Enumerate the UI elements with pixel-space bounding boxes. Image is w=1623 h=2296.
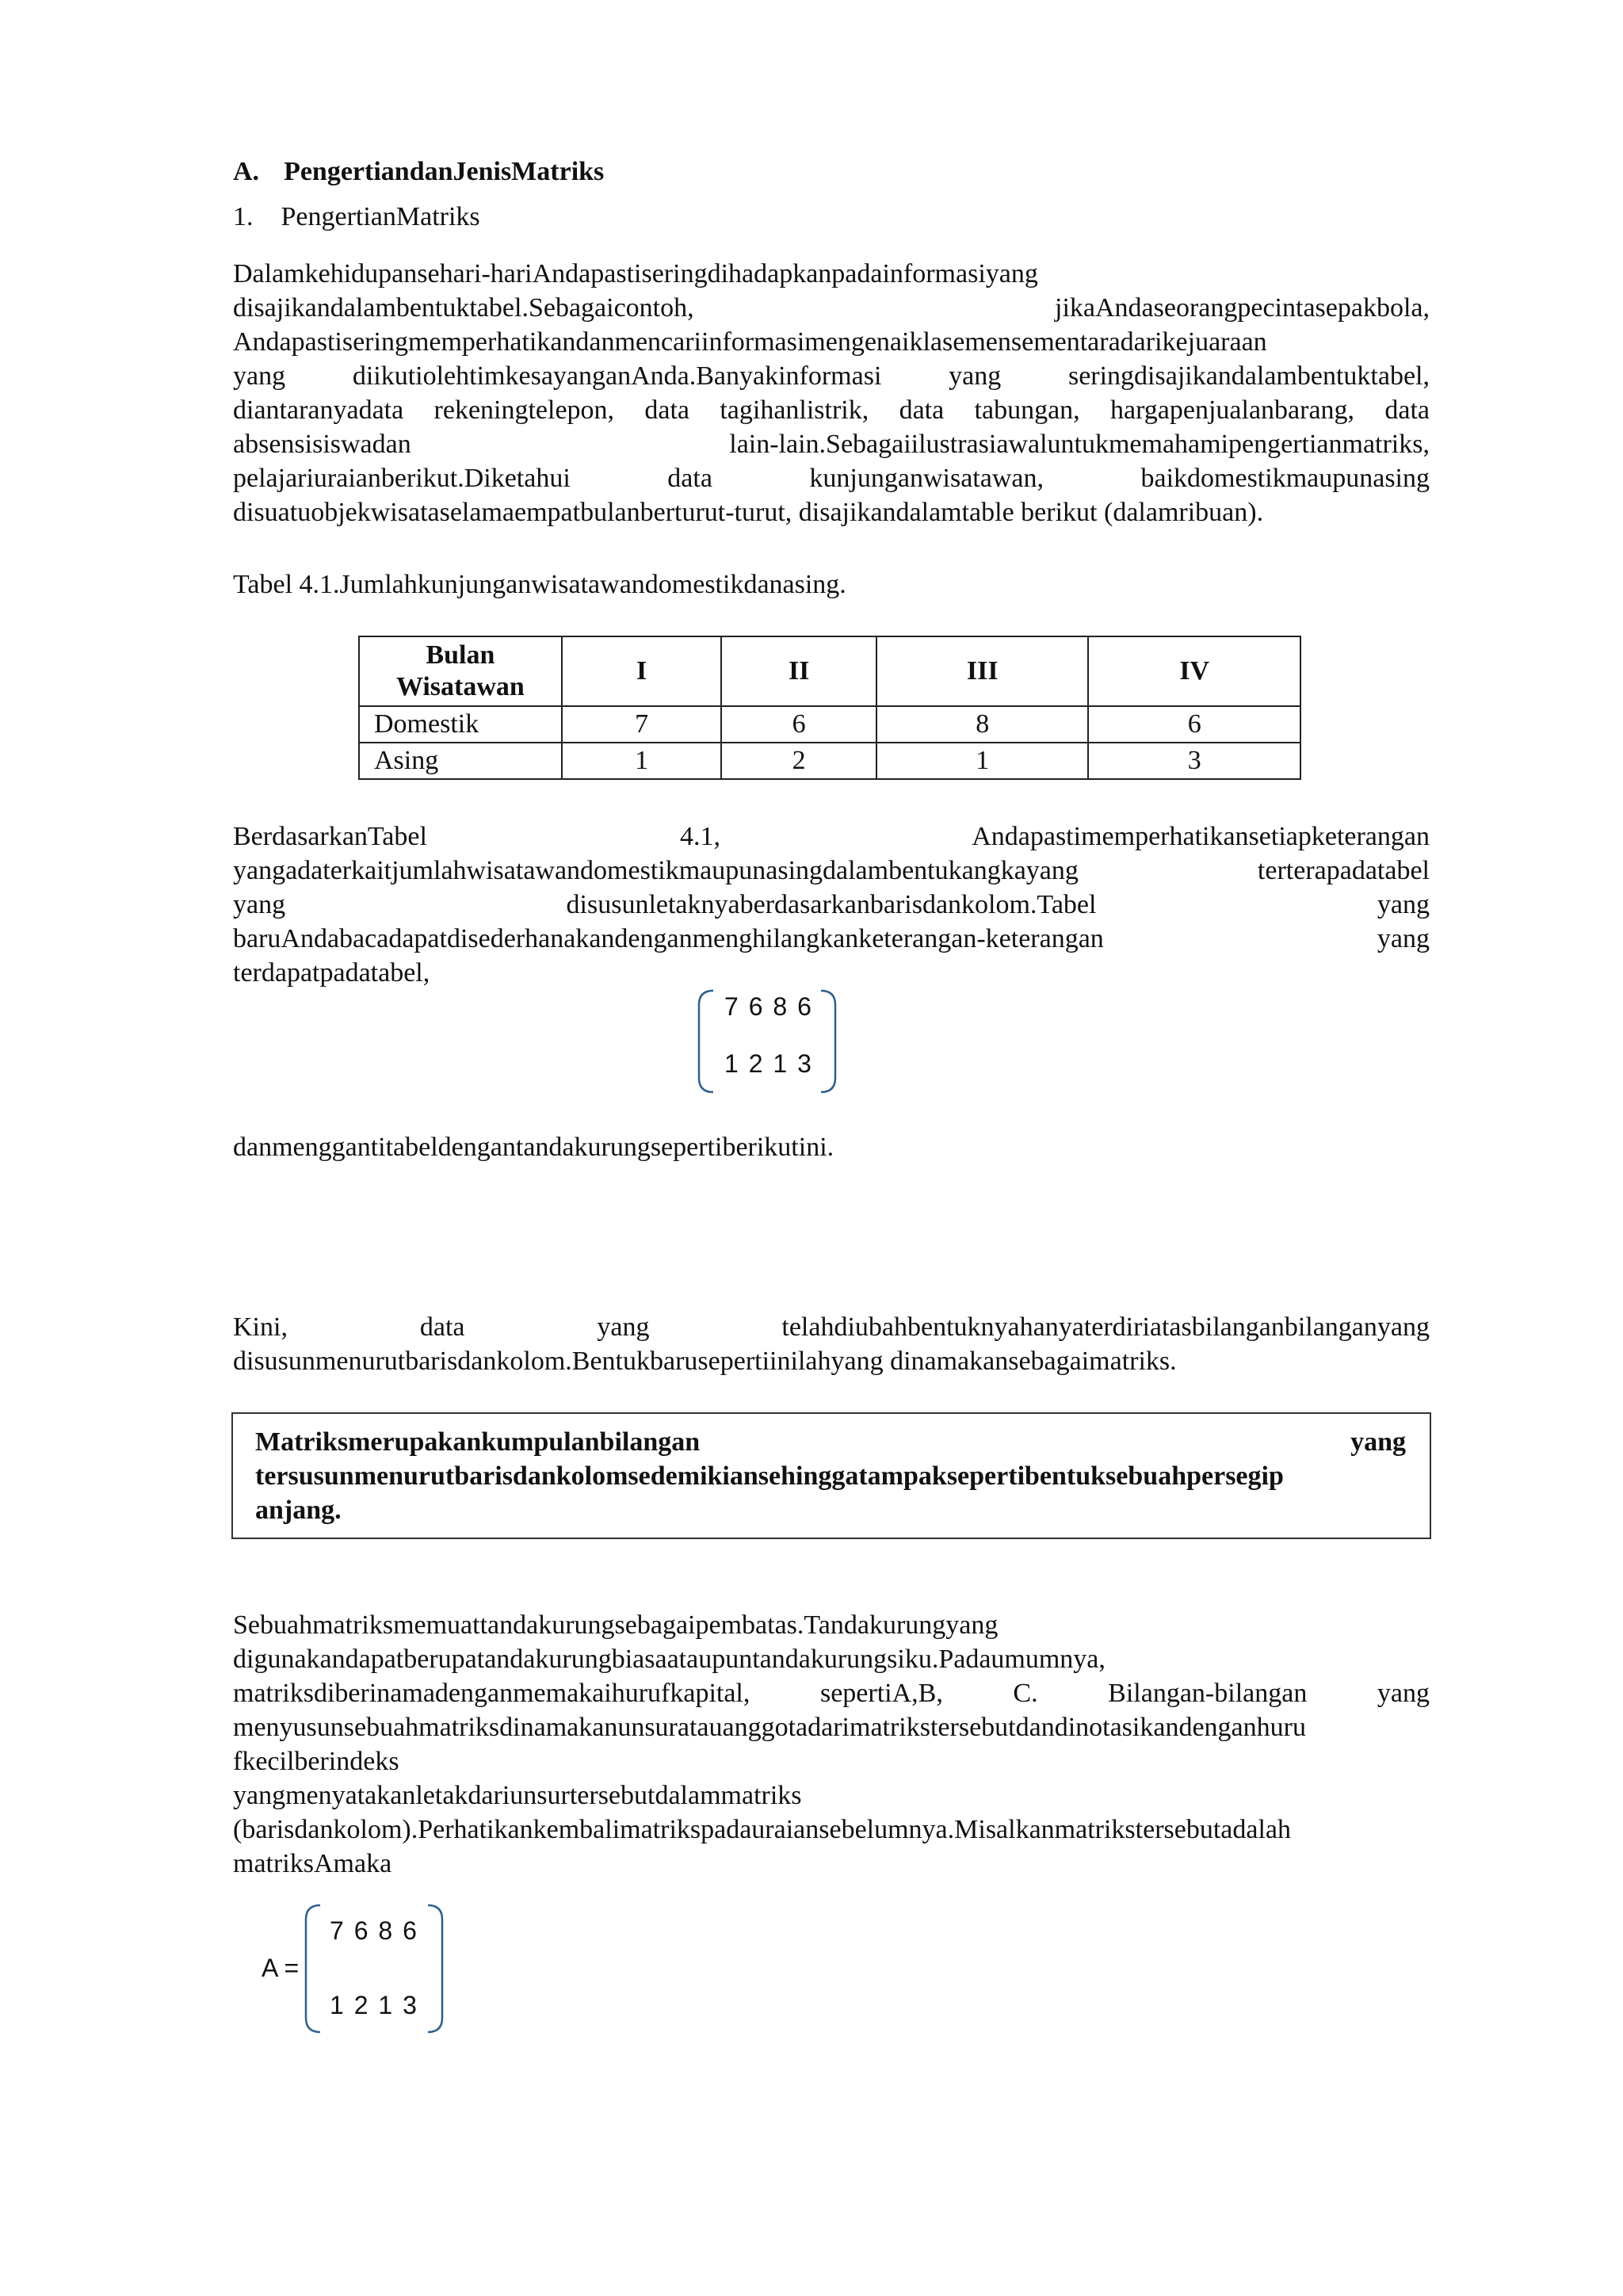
paragraph-line: yangadaterkaitjumlahwisatawandomestikmaupunasingdalambentukangkayang terterapadatabel [233,856,1430,885]
paragraph-line: terdapatpadatabel, [233,958,430,988]
column-header: III [876,636,1088,706]
subsection-heading [233,200,480,234]
paragraph-line: Kini, data yang telahdiubahbentuknyahanyaterdiriatasbilanganbilanganyang [233,1312,1430,1342]
paragraph-line: BerdasarkanTabel 4.1, Andapastimemperhatikansetiapketerangan [233,822,1430,851]
matrix-notation-paragraph [233,1608,1430,1881]
paragraph-line: (barisdankolom).Perhatikankembalimatrikspadauraiansebelumnya.Misalkanmatrikstersebutadalah [233,1815,1292,1844]
replacement-sentence: danmenggantitabeldengantandakurungsepertiberikutini. [233,1133,834,1162]
table-explanation-paragraph [233,819,1430,990]
table-caption: Tabel 4.1.Jumlahkunjunganwisatawandomestikdanasing. [233,570,846,599]
matrix-example [697,989,837,1094]
right-parenthesis-icon [426,1904,444,2034]
paragraph-line: Andapastiseringmemperhatikandanmencariinformasimengenaiklasemensementaradarikejuaraan [233,327,1267,357]
section-title: PengertiandanJenisMatriks [284,157,605,186]
paragraph-line: yangmenyatakanletakdariunsurtersebutdalammatriks [233,1781,802,1810]
left-parenthesis-icon [304,1904,322,2034]
table-cell: 1 [562,743,722,779]
paragraph-line: diantaranyadata rekeningtelepon, data tagihanlistrik, data tabungan, hargapenjualanbarang, data [233,395,1430,425]
paragraph-line: Sebuahmatriksmemuattandakurungsebagaipembatas.Tandakurungyang [233,1610,999,1640]
matrix-a [304,1904,444,2034]
paragraph-line: yang diikutiolehtimkesayanganAnda.Banyakinformasi yang seringdisajikandalambentuktabel, [233,361,1430,391]
table-cell: 6 [721,706,876,743]
header-bulan: Bulan [426,640,495,670]
definition-line: Matriksmerupakankumpulanbilangan yang [255,1427,1406,1457]
matrix-intro-paragraph [233,1310,1430,1378]
section-heading [233,155,604,189]
paragraph-line: Dalamkehidupansehari-hariAndapastiseringdihadapkanpadainformasiyang [233,259,1038,288]
table-cell: 2 [721,743,876,779]
table-corner-header [359,636,562,706]
table-cell: 7 [562,706,722,743]
table-row [359,706,1300,743]
table-cell: 3 [1088,743,1300,779]
paragraph-line: baruAndabacadapatdisederhanakandenganmenghilangkanketerangan-keterangan yang [233,924,1430,953]
definition-line: anjang. [255,1496,342,1525]
paragraph-line: digunakandapatberupatandakurungbiasaataupuntandakurungsiku.Padaumumnya, [233,1645,1106,1674]
matrix-row: 1 2 1 3 [330,1991,418,2019]
right-parenthesis-icon [819,989,837,1094]
intro-paragraph [233,257,1430,529]
subsection-title: PengertianMatriks [281,202,480,231]
section-letter: A. [233,157,260,186]
definition-line: tersusunmenurutbarisdankolomsedemikiansehinggatampaksepertibentuksebuahpersegip [255,1461,1284,1491]
row-label: Domestik [359,706,562,743]
matrix-row: 7 6 8 6 [724,992,813,1021]
matrix-row: 7 6 8 6 [330,1916,418,1945]
matrix-row: 1 2 1 3 [724,1049,813,1078]
subsection-number: 1. [233,202,254,231]
table-header-row [359,636,1300,706]
paragraph-line: yang disusunletaknyaberdasarkanbarisdankolom.Tabel yang [233,890,1430,919]
row-label: Asing [359,743,562,779]
table-row [359,743,1300,779]
paragraph-line: absensisiswadan lain-lain.Sebagaiilustrasiawaluntukmemahamipengertianmatriks, [233,430,1430,459]
tourist-visits-table [358,636,1301,780]
table-cell: 1 [876,743,1088,779]
column-header: I [562,636,722,706]
table-cell: 6 [1088,706,1300,743]
paragraph-line: matriksdiberinamadenganmemakaihurufkapital, sepertiA,B, C. Bilangan-bilangan yang [233,1679,1430,1708]
table-cell: 8 [876,706,1088,743]
paragraph-line: pelajariuraianberikut.Diketahui data kunjunganwisatawan, baikdomestikmaupunasing [233,464,1430,493]
header-wisatawan: Wisatawan [395,672,525,701]
paragraph-line: fkecilberindeks [233,1747,399,1776]
paragraph-line: disusunmenurutbarisdankolom.Bentukbarusepertiinilahyang dinamakansebagaimatriks. [233,1347,1177,1376]
paragraph-line: menyusunsebuahmatriksdinamakanunsuratauanggotadarimatrikstersebutdandinotasikandenganhuru [233,1713,1306,1742]
column-header: II [721,636,876,706]
paragraph-line: disajikandalambentuktabel.Sebagaicontoh, jikaAndaseorangpecintasepakbola, [233,293,1430,323]
left-parenthesis-icon [697,989,715,1094]
definition-box [231,1412,1431,1539]
paragraph-line: disuatuobjekwisataselamaempatbulanberturut-turut, disajikandalamtable berikut (dalamribuan). [233,498,1264,527]
paragraph-line: matriksAmaka [233,1849,392,1878]
matrix-a-label: A = [262,1954,300,1982]
column-header: IV [1088,636,1300,706]
